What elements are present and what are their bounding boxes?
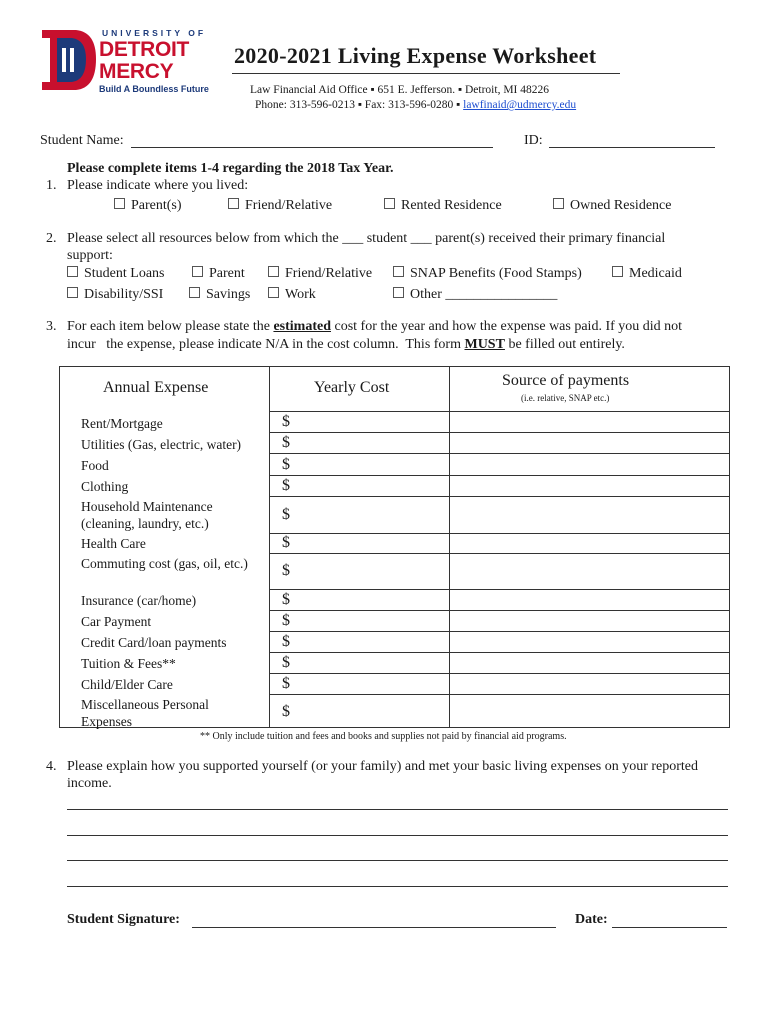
q2-option-work[interactable]: Work: [268, 287, 316, 303]
cost-field-clothing[interactable]: $: [282, 477, 290, 494]
estimated-emphasis: estimated: [273, 319, 331, 334]
cost-field-car-payment[interactable]: $: [282, 612, 290, 629]
checkbox-icon[interactable]: [192, 266, 203, 277]
signature-label: Student Signature:: [67, 912, 180, 927]
q2-option-snap[interactable]: SNAP Benefits (Food Stamps): [393, 266, 582, 282]
table-row: Miscellaneous Personal Expenses: [81, 697, 209, 729]
cost-field-utilities[interactable]: $: [282, 434, 290, 451]
table-row: Child/Elder Care: [81, 677, 173, 692]
table-row: Credit Card/loan payments: [81, 635, 227, 650]
q3-number: 3.: [46, 319, 57, 334]
logo-tagline: Build A Boundless Future: [99, 84, 209, 94]
logo-word-detroit: DETROIT: [99, 38, 190, 61]
table-row: Insurance (car/home): [81, 593, 197, 608]
checkbox-icon[interactable]: [67, 287, 78, 298]
date-field[interactable]: [612, 927, 727, 928]
cost-field-tuition[interactable]: $: [282, 654, 290, 671]
table-row: Food: [81, 458, 109, 473]
source-subtitle: (i.e. relative, SNAP etc.): [521, 393, 610, 403]
q4-answer-line[interactable]: [67, 860, 728, 861]
q4-text: Please explain how you supported yourself (or your family) and met your basic living expenses on your reported: [67, 759, 699, 774]
q4-text-income: income.: [67, 776, 112, 791]
student-name-field[interactable]: [131, 147, 493, 148]
q2-option-medicaid[interactable]: Medicaid: [612, 266, 682, 282]
title-underline: [232, 73, 620, 74]
date-label: Date:: [575, 912, 608, 927]
q1-option-rented-residence[interactable]: Rented Residence: [384, 198, 502, 214]
email-link[interactable]: lawfinaid@udmercy.edu: [463, 99, 577, 111]
contact-line: [255, 99, 576, 111]
expense-table: [59, 366, 730, 728]
q4-answer-line[interactable]: [67, 835, 728, 836]
table-row: Tuition & Fees**: [81, 656, 176, 671]
cost-field-child-care[interactable]: $: [282, 675, 290, 692]
id-label: ID:: [524, 133, 543, 148]
q2-option-student-loans[interactable]: Student Loans: [67, 266, 165, 282]
q3-text-line2: incur the expense, please indicate N/A in the cost column. This form MUST be filled out entirely.: [67, 337, 625, 352]
checkbox-icon[interactable]: [384, 198, 395, 209]
checkbox-icon[interactable]: [268, 266, 279, 277]
cost-field-commuting[interactable]: $: [282, 562, 290, 579]
cost-field-insurance[interactable]: $: [282, 591, 290, 608]
phone-fax: Phone: 313-596-0213 ▪ Fax: 313-596-0280 ▪: [255, 99, 464, 111]
cost-field-rent[interactable]: $: [282, 413, 290, 430]
student-name-label: Student Name:: [40, 133, 124, 148]
header-source-payments: Source of payments: [502, 372, 630, 389]
page-title: 2020-2021 Living Expense Worksheet: [234, 43, 597, 68]
q2-text-support: support:: [67, 248, 113, 263]
checkbox-icon[interactable]: [393, 266, 404, 277]
q2-option-other[interactable]: Other ________________: [393, 287, 557, 303]
checkbox-icon[interactable]: [393, 287, 404, 298]
table-row: Health Care: [81, 536, 146, 551]
table-row: Commuting cost (gas, oil, etc.): [81, 556, 248, 571]
signature-field[interactable]: [192, 927, 556, 928]
office-address: Law Financial Aid Office ▪ 651 E. Jefferson. ▪ Detroit, MI 48226: [250, 84, 549, 96]
table-row: Clothing: [81, 479, 129, 494]
detroit-mercy-d-icon: [40, 26, 98, 92]
q2-option-parent[interactable]: Parent: [192, 266, 245, 282]
cost-field-health[interactable]: $: [282, 534, 290, 551]
checkbox-icon[interactable]: [553, 198, 564, 209]
id-field[interactable]: [549, 147, 715, 148]
q1-number: 1.: [46, 178, 57, 193]
table-row: Household Maintenance (cleaning, laundry, etc.): [81, 499, 213, 531]
q4-answer-line[interactable]: [67, 809, 728, 810]
table-row: Utilities (Gas, electric, water): [81, 437, 242, 452]
q2-option-savings[interactable]: Savings: [189, 287, 250, 303]
table-row: Rent/Mortgage: [81, 416, 163, 431]
q3-text: For each item below please state the estimated cost for the year and how the expense was paid. If you did not: [67, 319, 683, 334]
cost-field-credit-card[interactable]: $: [282, 633, 290, 650]
university-logo: [40, 26, 209, 96]
must-emphasis: MUST: [464, 337, 505, 352]
q1-option-owned-residence[interactable]: Owned Residence: [553, 198, 671, 214]
table-header-rule: [269, 411, 729, 412]
checkbox-icon[interactable]: [268, 287, 279, 298]
q2-number: 2.: [46, 231, 57, 246]
checkbox-icon[interactable]: [114, 198, 125, 209]
instructions: Please complete items 1-4 regarding the 2018 Tax Year.: [67, 161, 394, 176]
q2-option-disability[interactable]: Disability/SSI: [67, 287, 163, 303]
checkbox-icon[interactable]: [228, 198, 239, 209]
header-yearly-cost: Yearly Cost: [314, 379, 390, 396]
q4-answer-line[interactable]: [67, 886, 728, 887]
table-footnote: ** Only include tuition and fees and books and supplies not paid by financial aid programs.: [200, 731, 567, 742]
cost-field-food[interactable]: $: [282, 456, 290, 473]
table-row: Car Payment: [81, 614, 152, 629]
q4-number: 4.: [46, 759, 57, 774]
checkbox-icon[interactable]: [612, 266, 623, 277]
cost-field-household[interactable]: $: [282, 506, 290, 523]
logo-word-mercy: MERCY: [99, 60, 174, 83]
logo-university-of: UNIVERSITY OF: [102, 28, 207, 38]
q2-option-friend-relative[interactable]: Friend/Relative: [268, 266, 372, 282]
q1-option-parents[interactable]: Parent(s): [114, 198, 182, 214]
q1-option-friend-relative[interactable]: Friend/Relative: [228, 198, 332, 214]
checkbox-icon[interactable]: [189, 287, 200, 298]
header-annual-expense: Annual Expense: [103, 379, 209, 396]
q2-text: Please select all resources below from which the ___ student ___ parent(s) received their primary financial: [67, 231, 666, 246]
checkbox-icon[interactable]: [67, 266, 78, 277]
q1-text: Please indicate where you lived:: [67, 178, 249, 193]
cost-field-misc[interactable]: $: [282, 703, 290, 720]
